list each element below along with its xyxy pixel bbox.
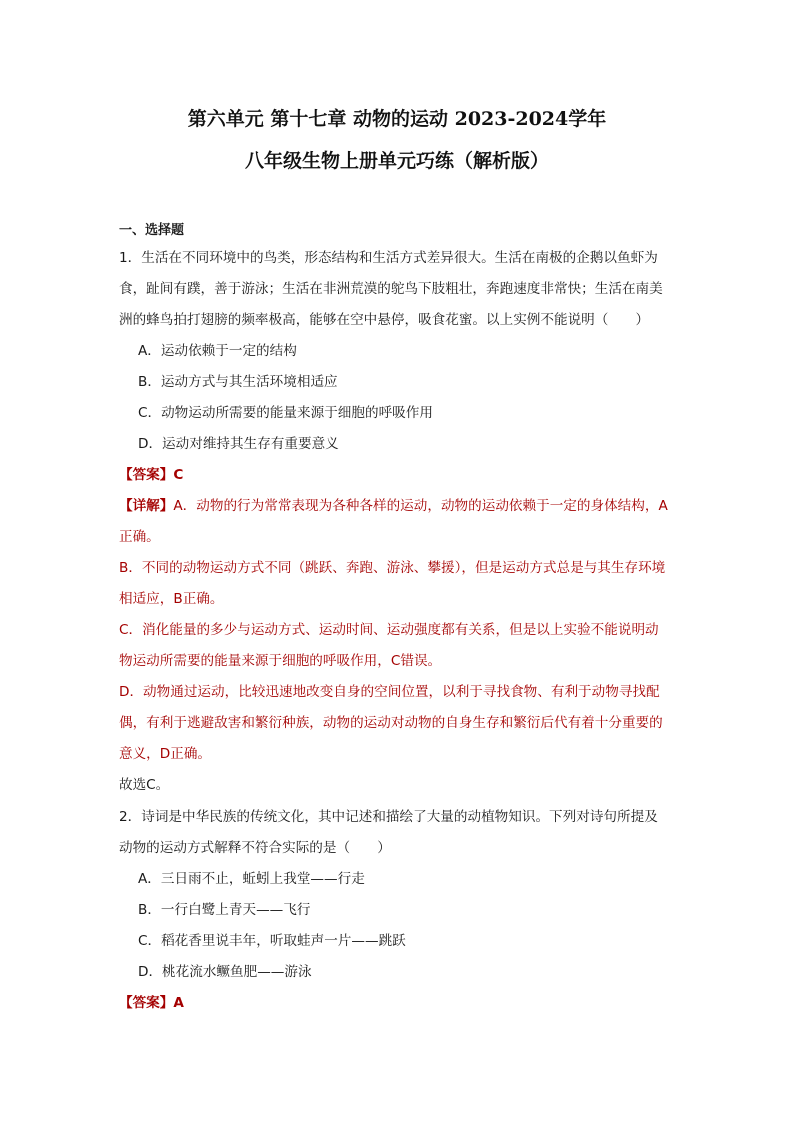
q1-detail-line: C．消化能量的多少与运动方式、运动时间、运动强度都有关系，但是以上实验不能说明动: [119, 622, 659, 638]
q2-option-c: C．稻花香里说丰年，听取蛙声一片——跳跃: [138, 933, 406, 949]
answer-label: 【答案】: [119, 467, 174, 483]
q1-stem-line: 1．生活在不同环境中的鸟类，形态结构和生活方式差异很大。生活在南极的企鹅以鱼虾为: [119, 250, 658, 266]
answer-value: C: [173, 467, 184, 483]
q2-option-b: B．一行白鹭上青天——飞行: [138, 902, 311, 918]
question-2: [119, 802, 679, 1019]
q2-answer-row: [119, 988, 679, 1019]
q1-detail-line: D．动物通过运动，比较迅速地改变自身的空间位置，以利于寻找食物、有利于动物寻找配: [119, 684, 660, 700]
q1-detail-line: 正确。: [119, 529, 160, 545]
q1-detail-line: 偶，有利于逃避敌害和繁衍种族，动物的运动对动物的自身生存和繁衍后代有着十分重要的: [119, 715, 663, 731]
q1-detail-line: 相适应，B正确。: [119, 591, 224, 607]
q2-option-d: D．桃花流水鳜鱼肥——游泳: [138, 964, 312, 980]
q2-option-a: A．三日雨不止，蚯蚓上我堂——行走: [138, 871, 365, 887]
q1-option-a: A．运动依赖于一定的结构: [138, 343, 297, 359]
q2-stem-line: 动物的运动方式解释不符合实际的是（ ）: [119, 840, 391, 856]
q1-option-c: C．动物运动所需要的能量来源于细胞的呼吸作用: [138, 405, 433, 421]
q1-stem-line: 洲的蜂鸟拍打翅膀的频率极高，能够在空中悬停，吸食花蜜。以上实例不能说明（ ）: [119, 312, 650, 328]
q1-option-b: B．运动方式与其生活环境相适应: [138, 374, 338, 390]
answer-value: A: [173, 995, 184, 1011]
detail-label: 【详解】: [119, 498, 174, 514]
q1-detail-line: [119, 491, 679, 522]
q1-conclusion: 故选C。: [119, 777, 170, 793]
q1-detail-line: 意义，D正确。: [119, 746, 212, 762]
q1-answer-row: [119, 460, 679, 491]
q1-detail-line: B．不同的动物运动方式不同（跳跃、奔跑、游泳、攀援），但是运动方式总是与其生存环境: [119, 560, 666, 576]
answer-label: 【答案】: [119, 995, 174, 1011]
q1-option-d: D．运动对维持其生存有重要意义: [138, 436, 339, 452]
question-1: [119, 243, 679, 801]
q1-detail-line: 物运动所需要的能量来源于细胞的呼吸作用，C错误。: [119, 653, 442, 669]
document-title-line-2: 八年级生物上册单元巧练（解析版）: [244, 150, 549, 172]
q1-stem-line: 食，趾间有蹼，善于游泳；生活在非洲荒漠的鸵鸟下肢粗壮，奔跑速度非常快；生活在南美: [119, 281, 663, 297]
section-heading: 一、选择题: [119, 223, 185, 238]
document-title-line-1: 第六单元 第十七章 动物的运动 2023-2024学年: [187, 108, 607, 130]
detail-text: A．动物的行为常常表现为各种各样的运动，动物的运动依赖于一定的身体结构，A: [173, 498, 668, 514]
q2-stem-line: 2．诗词是中华民族的传统文化，其中记述和描绘了大量的动植物知识。下列对诗句所提及: [119, 809, 658, 825]
